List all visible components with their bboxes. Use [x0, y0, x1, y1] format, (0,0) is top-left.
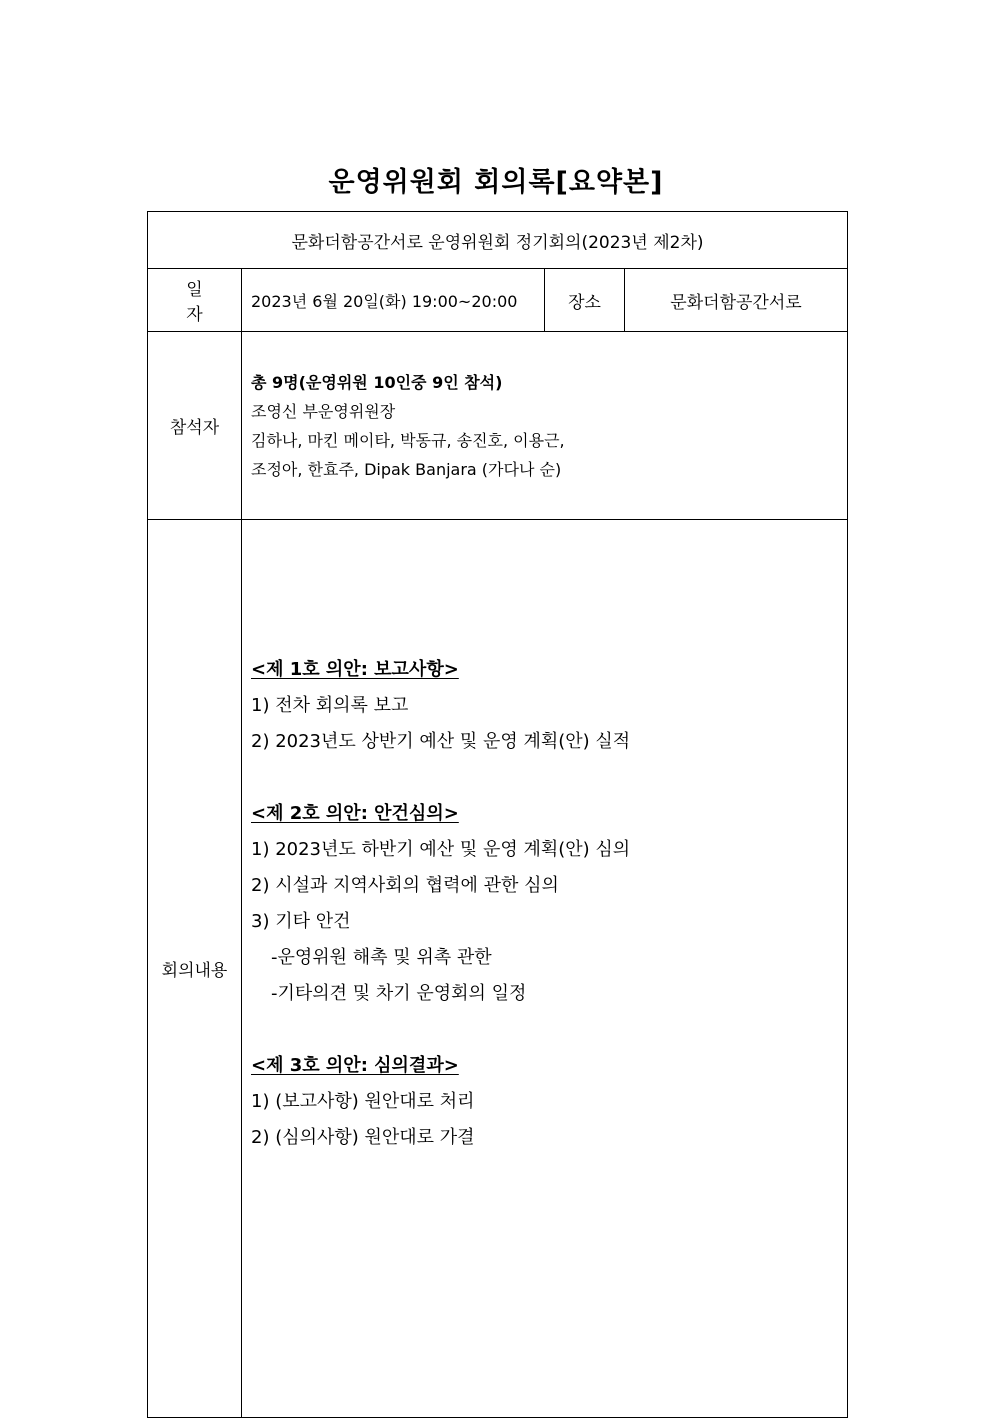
section-3-heading: <제 3호 의안: 심의결과>	[251, 1055, 459, 1076]
attendees-total: 총 9명(운영위원 10인중 9인 참석)	[251, 372, 503, 392]
attendees-line: 조영신 부운영위원장	[251, 401, 396, 421]
section-1-item: 1) 전차 회의록 보고	[251, 695, 409, 716]
section-3-item: 2) (심의사항) 원안대로 가결	[251, 1127, 475, 1148]
section-3-item: 1) (보고사항) 원안대로 처리	[251, 1091, 475, 1112]
attendees-label: 참석자	[148, 332, 242, 520]
section-2-item: 3) 기타 안건	[251, 911, 351, 932]
section-2-item: 1) 2023년도 하반기 예산 및 운영 계획(안) 심의	[251, 839, 631, 860]
attendees-line: 조정아, 한효주, Dipak Banjara (가다나 순)	[251, 459, 562, 479]
attendees-line: 김하나, 마킨 메이타, 박동규, 송진호, 이용근,	[251, 430, 565, 450]
section-1-heading: <제 1호 의안: 보고사항>	[251, 659, 459, 680]
section-2-heading: <제 2호 의안: 안건심의>	[251, 803, 459, 824]
document-title: 운영위원회 회의록[요약본]	[328, 167, 664, 198]
content-label: 회의내용	[148, 520, 242, 1418]
minutes-table	[147, 211, 848, 1418]
place-value: 문화더함공간서로	[625, 269, 848, 332]
section-gap	[251, 760, 838, 796]
meeting-header: 문화더함공간서로 운영위원회 정기회의(2023년 제2차)	[148, 212, 848, 269]
section-2-item: 2) 시설과 지역사회의 협력에 관한 심의	[251, 875, 559, 896]
content-cell	[242, 520, 848, 1418]
section-1-item: 2) 2023년도 상반기 예산 및 운영 계획(안) 실적	[251, 731, 631, 752]
place-label: 장소	[545, 269, 625, 332]
date-value: 2023년 6월 20일(화) 19:00~20:00	[242, 269, 545, 332]
attendees-cell	[242, 332, 848, 520]
section-gap	[251, 1012, 838, 1048]
date-label: 일 자	[148, 269, 242, 332]
section-2-sub-item: -기타의견 및 차기 운영회의 일정	[271, 983, 527, 1004]
section-2-sub-item: -운영위원 해촉 및 위촉 관한	[271, 947, 492, 968]
